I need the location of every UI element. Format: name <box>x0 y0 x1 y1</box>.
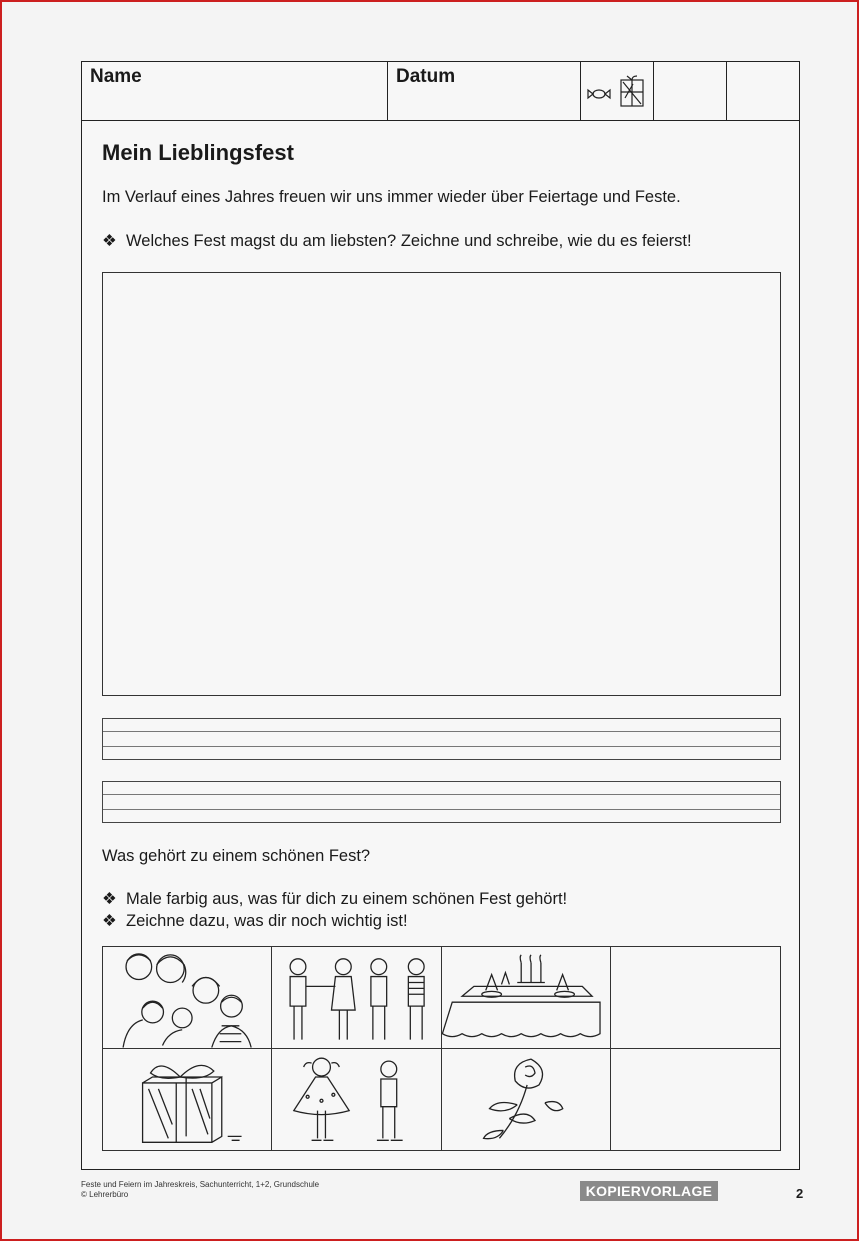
date-label: Datum <box>396 66 456 87</box>
task-2-text: Male farbig aus, was für dich zu einem schönen Fest gehört! <box>126 890 568 908</box>
page-title: Mein Lieblingsfest <box>102 140 294 165</box>
dancing-children-icon <box>272 1049 440 1151</box>
task-3-text: Zeichne dazu, was dir noch wichtig ist! <box>126 912 408 930</box>
festive-table-icon <box>442 947 610 1048</box>
worksheet <box>81 61 800 1170</box>
family-icon <box>103 947 271 1048</box>
footer-line-2: © Lehrerbüro <box>81 1190 129 1199</box>
date-cell <box>388 62 581 120</box>
name-label: Name <box>90 66 142 87</box>
empty-picture-cell[interactable] <box>611 947 780 1049</box>
empty-header-cell <box>654 62 727 120</box>
writing-lines-1[interactable] <box>102 718 781 760</box>
picture-cell[interactable] <box>103 1049 272 1151</box>
bullet-icon: ❖ <box>102 912 117 930</box>
rose-icon <box>442 1049 610 1151</box>
empty-header-cell <box>727 62 799 120</box>
empty-picture-cell[interactable] <box>611 1049 780 1151</box>
footer-line-1: Feste und Feiern im Jahreskreis, Sachunterricht, 1+2, Grundschule <box>81 1180 320 1189</box>
festival-icon-cell <box>581 62 654 120</box>
task-1 <box>102 231 692 251</box>
intro-text: Im Verlauf eines Jahres freuen wir uns immer wieder über Feiertage und Feste. <box>102 188 681 206</box>
bullet-icon: ❖ <box>102 890 117 908</box>
picture-cell[interactable] <box>442 947 611 1049</box>
task-1-text: Welches Fest magst du am liebsten? Zeichne und schreibe, wie du es feierst! <box>126 232 692 250</box>
bullet-icon: ❖ <box>102 232 117 250</box>
footer-credits <box>81 1180 319 1200</box>
picture-cell[interactable] <box>442 1049 611 1151</box>
writing-lines-2[interactable] <box>102 781 781 823</box>
picture-cell[interactable] <box>272 947 441 1049</box>
page-number: 2 <box>796 1186 804 1201</box>
name-cell <box>82 62 388 120</box>
kopiervorlage-badge: KOPIERVORLAGE <box>580 1181 718 1201</box>
task-2 <box>102 889 567 909</box>
children-icon <box>272 947 440 1048</box>
section-question: Was gehört zu einem schönen Fest? <box>102 847 371 865</box>
candy-gift-icon <box>581 62 654 120</box>
drawing-area[interactable] <box>102 272 781 696</box>
header-row <box>82 62 799 121</box>
task-3 <box>102 911 408 931</box>
gift-icon <box>103 1049 271 1151</box>
picture-cell[interactable] <box>103 947 272 1049</box>
picture-cell[interactable] <box>272 1049 441 1151</box>
picture-grid <box>102 946 781 1151</box>
